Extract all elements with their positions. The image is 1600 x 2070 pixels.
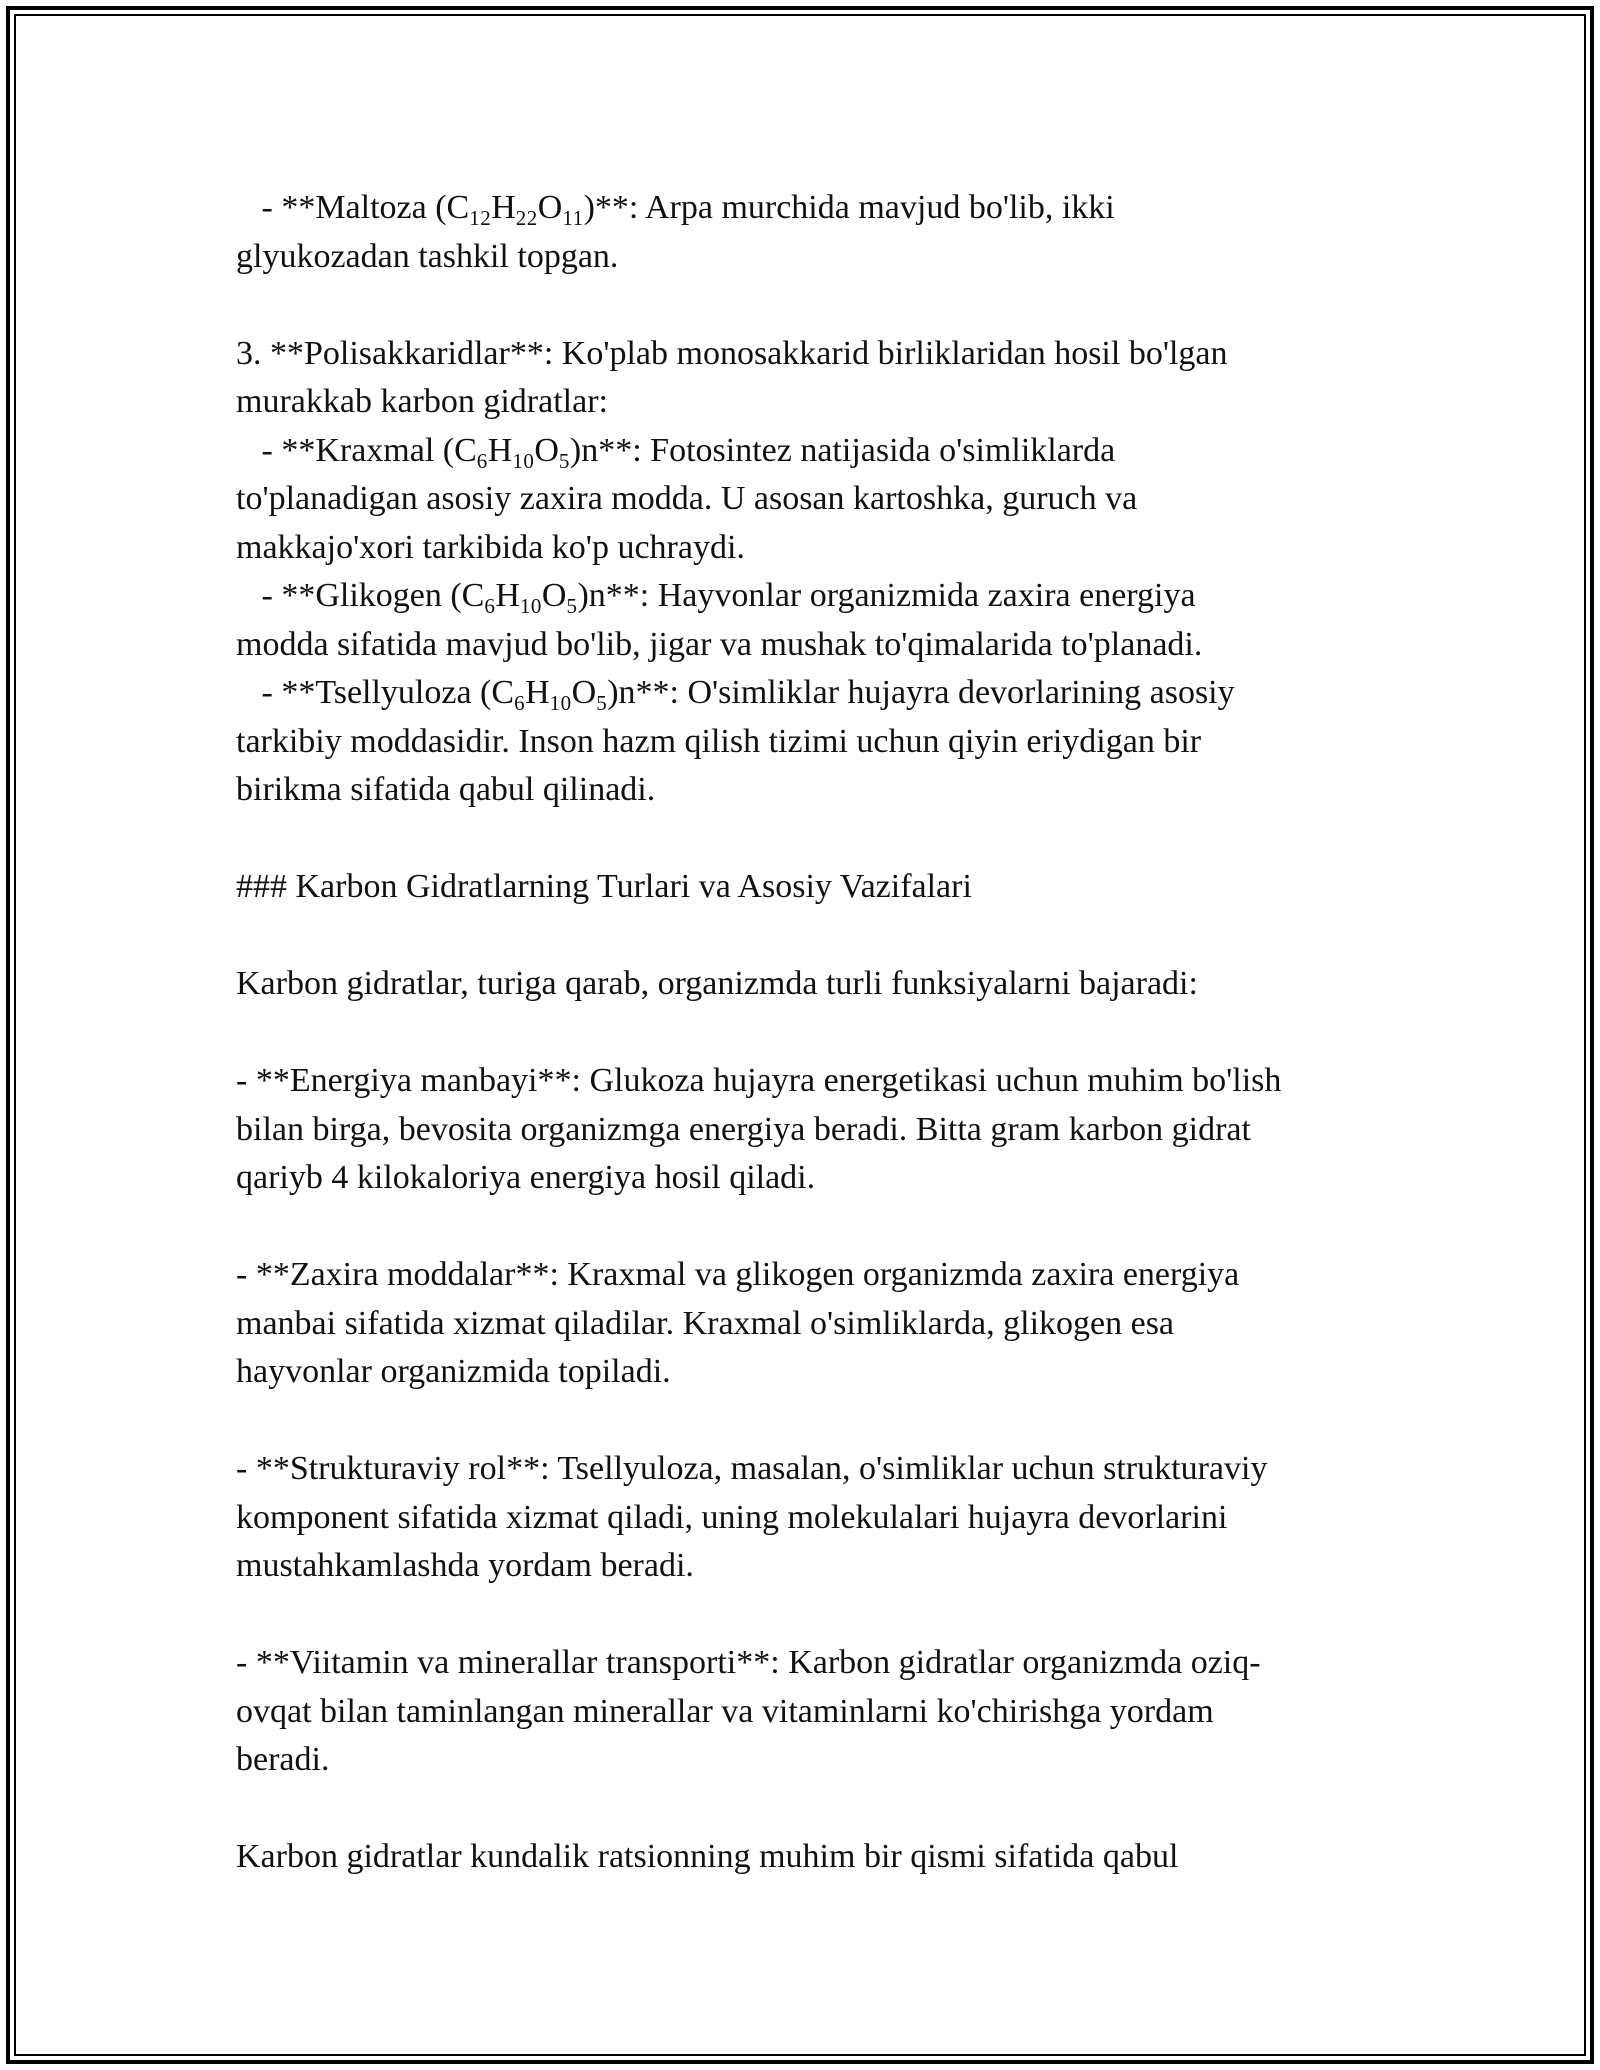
viitamin-line-3: beradi. bbox=[236, 1741, 330, 1778]
spacer bbox=[236, 1009, 1376, 1058]
kraxmal-continuation-2: makkajo'xori tarkibida ko'p uchraydi. bbox=[236, 528, 745, 566]
energiya-line-3: qariyb 4 kilokaloriya energiya hosil qiladi. bbox=[236, 1159, 816, 1196]
tsellyuloza-continuation-1: tarkibiy moddasidir. Inson hazm qilish tizimi uchun qiyin eriydigan bir bbox=[236, 722, 1202, 760]
section-heading: ### Karbon Gidratlarning Turlari va Asosiy Vazifalari bbox=[236, 868, 972, 905]
document-body bbox=[236, 184, 1376, 1882]
energiya-line-2: bilan birga, bevosita organizmga energiya beradi. Bitta gram karbon gidrat bbox=[236, 1110, 1251, 1148]
maltoza-continuation: glyukozadan tashkil topgan. bbox=[236, 237, 619, 275]
spacer bbox=[236, 1785, 1376, 1834]
spacer bbox=[236, 1397, 1376, 1446]
spacer bbox=[236, 1591, 1376, 1640]
viitamin-line-1: - **Viitamin va minerallar transporti**: Karbon gidratlar organizmda oziq- bbox=[236, 1644, 1261, 1681]
glikogen-line: - **Glikogen $(C_6H_{10}O_5)n**$: Hayvonlar organizmida zaxira energiya bbox=[236, 577, 1196, 618]
kraxmal-continuation-1: to'planadigan asosiy zaxira modda. U asosan kartoshka, guruch va bbox=[236, 480, 1138, 517]
polisakkaridlar-line-1: 3. **Polisakkaridlar**: Ko'plab monosakkarid birliklaridan hosil bo'lgan bbox=[236, 334, 1228, 372]
spacer bbox=[236, 1203, 1376, 1252]
spacer bbox=[236, 912, 1376, 961]
intro-paragraph: Karbon gidratlar, turiga qarab, organizmda turli funksiyalarni bajaradi: bbox=[236, 965, 1198, 1002]
struktura-line-2: komponent sifatida xizmat qiladi, uning molekulalari hujayra devorlarini bbox=[236, 1498, 1228, 1536]
maltoza-line: - **Maltoza $(C_{12}H_{22}O_{11})**$: Arpa murchida mavjud bo'lib, ikki bbox=[236, 189, 1115, 230]
tsellyuloza-line: - **Tsellyuloza $(C_6H_{10}O_5)n**$: O'simliklar hujayra devorlarining asosiy bbox=[236, 674, 1235, 715]
zaxira-line-2: manbai sifatida xizmat qiladilar. Kraxmal o'simliklarda, glikogen esa bbox=[236, 1304, 1175, 1342]
spacer bbox=[236, 281, 1376, 330]
zaxira-line-3: hayvonlar organizmida topiladi. bbox=[236, 1353, 671, 1390]
spacer bbox=[236, 815, 1376, 864]
kraxmal-line: - **Kraxmal $(C_6H_{10}O_5)n**$: Fotosintez natijasida o'simliklarda bbox=[236, 431, 1116, 473]
struktura-line-1: - **Strukturaviy rol**: Tsellyuloza, masalan, o'simliklar uchun strukturaviy bbox=[236, 1450, 1268, 1487]
energiya-line-1: - **Energiya manbayi**: Glukoza hujayra energetikasi uchun muhim bo'lish bbox=[236, 1062, 1282, 1099]
viitamin-line-2: ovqat bilan taminlangan minerallar va vitaminlarni ko'chirishga yordam bbox=[236, 1692, 1214, 1730]
struktura-line-3: mustahkamlashda yordam beradi. bbox=[236, 1547, 694, 1584]
tsellyuloza-continuation-2: birikma sifatida qabul qilinadi. bbox=[236, 771, 656, 808]
zaxira-line-1: - **Zaxira moddalar**: Kraxmal va glikogen organizmda zaxira energiya bbox=[236, 1256, 1240, 1293]
closing-paragraph: Karbon gidratlar kundalik ratsionning muhim bir qismi sifatida qabul bbox=[236, 1838, 1179, 1875]
glikogen-continuation-1: modda sifatida mavjud bo'lib, jigar va mushak to'qimalarida to'planadi. bbox=[236, 625, 1203, 663]
polisakkaridlar-line-2: murakkab karbon gidratlar: bbox=[236, 383, 608, 420]
